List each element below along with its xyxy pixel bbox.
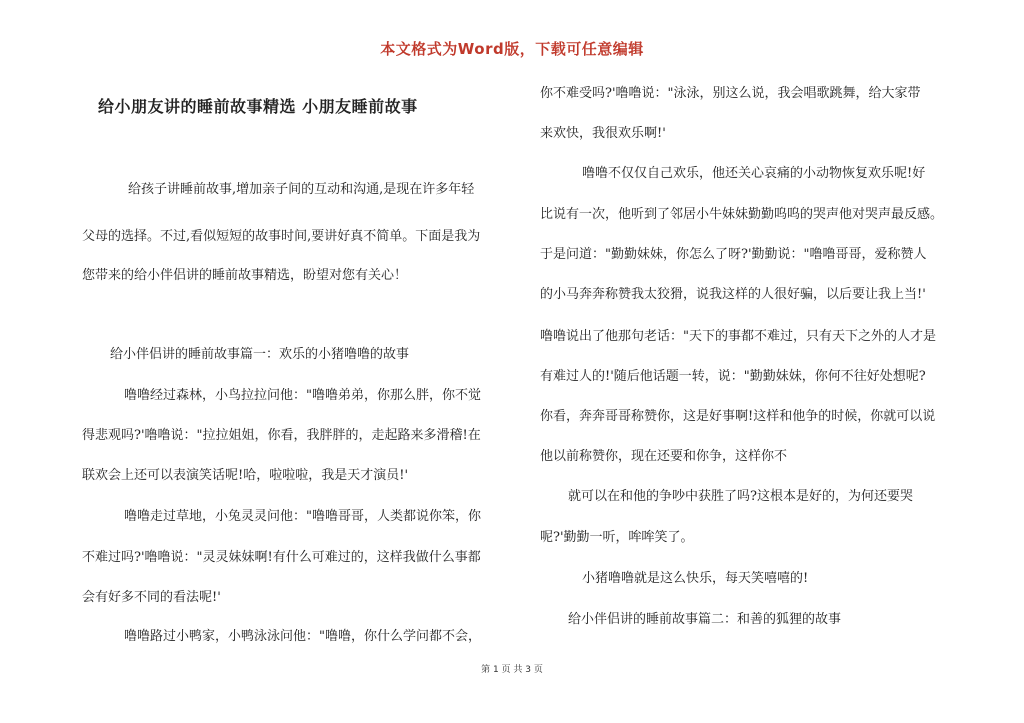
left-line-2: 父母的选择。不过,看似短短的故事时间,要讲好真不简单。下面是我为 [82, 229, 481, 244]
right-column [540, 0, 972, 660]
section-heading-1: 给小伴侣讲的睡前故事篇一：欢乐的小猪噜噜的故事 [110, 347, 410, 362]
right-line-4: 比说有一次，他听到了邻居小牛妹妹勤勤呜呜的哭声他对哭声最反感。 [540, 207, 944, 222]
right-line-10: 他以前称赞你，现在还要和你争，这样你不 [540, 449, 788, 464]
right-line-8: 有难过人的!'随后他话题一转，说："勤勤妹妹，你何不往好处想呢? [540, 369, 926, 384]
left-line-3: 您带来的给小伴侣讲的睡前故事精选，盼望对您有关心！ [82, 268, 408, 283]
left-line-1: 给孩子讲睡前故事,增加亲子间的互动和沟通,是现在许多年轻 [128, 182, 475, 197]
article-title: 给小朋友讲的睡前故事精选 小朋友睡前故事 [98, 97, 418, 116]
right-line-12: 呢?'勤勤一听，哞哞笑了。 [540, 530, 694, 545]
right-line-9: 你看，奔奔哥哥称赞你，这是好事啊!这样和他争的时候，你就可以说 [540, 409, 936, 424]
right-line-13: 小猪噜噜就是这么快乐，每天笑嘻嘻的! [582, 571, 809, 586]
page-footer: 第 1 页 共 3 页 [481, 665, 543, 675]
right-line-2: 来欢快，我很欢乐啊!' [540, 126, 666, 141]
right-line-7: 噜噜说出了他那句老话："天下的事都不难过，只有天下之外的人才是 [540, 329, 936, 344]
left-line-5: 噜噜经过森林，小鸟拉拉问他："噜噜弟弟，你那么胖，你不觉 [124, 388, 481, 403]
section-heading-2: 给小伴侣讲的睡前故事篇二：和善的狐狸的故事 [568, 612, 842, 627]
right-line-11: 就可以在和他的争吵中获胜了吗?这根本是好的，为何还要哭 [568, 489, 913, 504]
left-line-6: 得悲观吗?'噜噜说："拉拉姐姐，你看，我胖胖的，走起路来多滑稽!在 [82, 428, 481, 443]
right-line-3: 噜噜不仅仅自己欢乐，他还关心哀痛的小动物恢复欢乐呢!好 [582, 166, 926, 181]
left-column [82, 0, 502, 660]
left-line-8: 噜噜走过草地，小兔灵灵问他："噜噜哥哥，人类都说你笨，你 [124, 509, 481, 524]
word-format-banner: 本文格式为Word版，下载可任意编辑 [380, 40, 644, 58]
left-line-11: 噜噜路过小鸭家，小鸭泳泳问他："噜噜，你什么学问都不会， [124, 629, 481, 644]
right-line-1: 你不难受吗?'噜噜说："泳泳，别这么说，我会唱歌跳舞，给大家带 [540, 86, 921, 101]
left-line-9: 不难过吗?'噜噜说："灵灵妹妹啊!有什么可难过的，这样我做什么事都 [82, 550, 481, 565]
left-line-7: 联欢会上还可以表演笑话呢!哈，啦啦啦，我是天才演员!' [82, 468, 409, 483]
right-line-6: 的小马奔奔称赞我太狡猾，说我这样的人很好骗，以后要让我上当!' [540, 287, 926, 302]
left-line-10: 会有好多不同的看法呢!' [82, 590, 221, 605]
right-line-5: 于是问道："勤勤妹妹，你怎么了呀?'勤勤说："噜噜哥哥，爱称赞人 [540, 247, 927, 262]
